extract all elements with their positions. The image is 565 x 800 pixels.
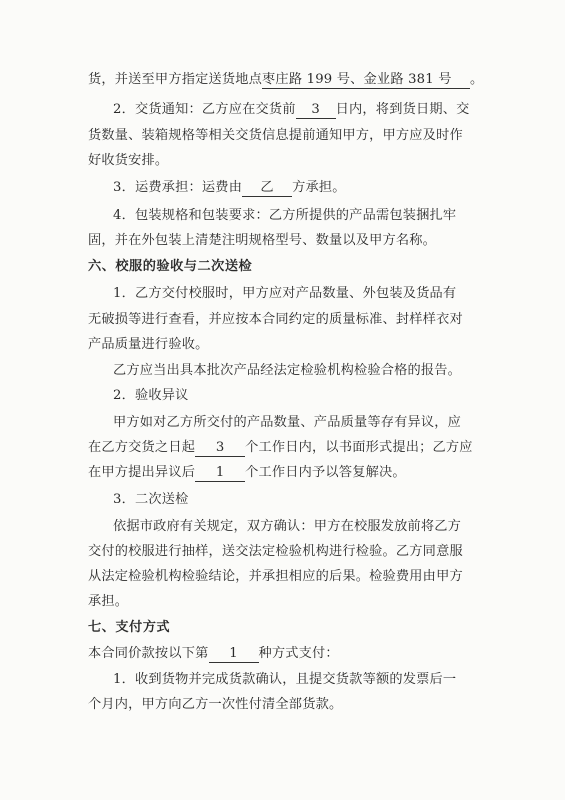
text: 日内，将到货日期、交 <box>335 102 470 117</box>
reply-days-line <box>88 463 488 483</box>
inspection-line: 1．乙方交付校服时，甲方应对产品数量、外包装及货品有 <box>113 286 457 301</box>
paragraph-line: 依据市政府有关规定，双方确认：甲方在校服发放前将乙方 <box>113 519 462 534</box>
text: 本合同价款按以下第 <box>88 646 209 661</box>
section-6-heading: 六、校服的验收与二次送检 <box>88 259 253 274</box>
text: 在乙方交货之日起 <box>88 440 196 455</box>
payment-option-line <box>88 644 488 664</box>
paragraph-line: 好收货安排。 <box>88 153 169 168</box>
text: 。 <box>470 72 484 87</box>
paragraph-line: 个月内，甲方向乙方一次性付清全部货款。 <box>88 697 343 712</box>
reinspection-subheading: 3．二次送检 <box>113 492 189 507</box>
freight-party-blank: 乙 <box>242 179 292 197</box>
delivery-address-blank: 枣庄路 199 号、金业路 381 号 <box>262 71 470 89</box>
reply-days-blank: 1 <box>195 464 245 482</box>
section-7-heading: 七、支付方式 <box>88 620 171 635</box>
payment-option-blank: 1 <box>209 645 259 663</box>
paragraph-line: 货数量、装箱规格等相关交货信息提前通知甲方，甲方应及时作 <box>88 128 463 143</box>
text: 3．运费承担：运费由 <box>113 180 243 195</box>
payment-line: 1．收到货物并完成货款确认，且提交货款等额的发票后一 <box>113 672 457 687</box>
freight-line <box>113 178 513 198</box>
paragraph-line: 承担。 <box>88 594 129 609</box>
delivery-address-line <box>88 70 488 90</box>
objection-days-blank: 3 <box>195 439 245 457</box>
objection-days-line <box>88 438 488 458</box>
paragraph-line: 甲方如对乙方所交付的产品数量、产品质量等存有异议，应 <box>113 415 462 430</box>
packaging-line: 4．包装规格和包装要求：乙方所提供的产品需包装捆扎牢 <box>113 208 457 223</box>
text: 货，并送至甲方指定送货地点 <box>88 72 263 87</box>
text: 在甲方提出异议后 <box>88 465 196 480</box>
paragraph-line: 无破损等进行查看，并应按本合同约定的质量标准、封样样衣对 <box>88 312 463 327</box>
delivery-notice-line <box>113 100 513 120</box>
paragraph-line: 固，并在外包装上清楚注明规格型号、数量以及甲方名称。 <box>88 233 437 248</box>
text: 种方式支付： <box>258 646 339 661</box>
paragraph-line: 乙方应当出具本批次产品经法定检验机构检验合格的报告。 <box>113 363 462 378</box>
notice-days-blank: 3 <box>296 101 336 119</box>
paragraph-line: 产品质量进行验收。 <box>88 337 209 352</box>
paragraph-line: 从法定检验机构检验结论，并承担相应的后果。检验费用由甲方 <box>88 569 463 584</box>
text: 个工作日内予以答复解决。 <box>245 465 406 480</box>
text: 2．交货通知：乙方应在交货前 <box>113 102 296 117</box>
text: 个工作日内，以书面形式提出；乙方应 <box>245 440 473 455</box>
paragraph-line: 交付的校服进行抽样，送交法定检验机构进行检验。乙方同意服 <box>88 544 463 559</box>
objection-subheading: 2．验收异议 <box>113 388 189 403</box>
text: 方承担。 <box>292 180 346 195</box>
